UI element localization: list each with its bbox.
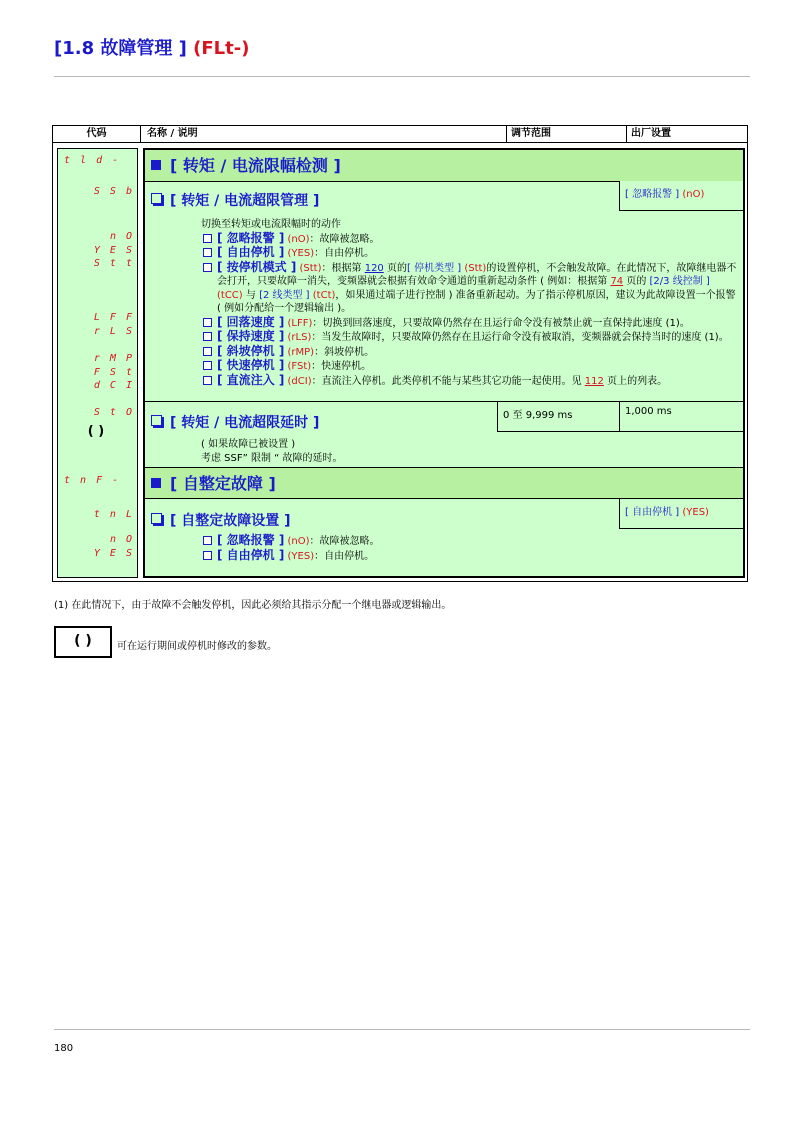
option-dci — [201, 374, 737, 389]
option-tag: (nO) — [287, 536, 310, 547]
option-name: [ 直流注入 ] — [217, 372, 285, 387]
option-tag: (nO) — [287, 233, 310, 245]
option-code-lff: L F F — [93, 312, 134, 323]
option-name: [ 自由停机 ] — [217, 245, 285, 259]
option-checkbox-icon — [203, 536, 212, 545]
checkbox-icon — [151, 513, 162, 524]
option-text: ：根据第 — [321, 262, 365, 274]
option-code-yes: Y E S — [93, 245, 134, 256]
option-name: [ 自由停机 ] — [217, 547, 285, 562]
menu-title-text: [ 转矩 / 电流限幅检测 ] — [170, 156, 341, 175]
default-ssb-code: (nO) — [682, 189, 705, 200]
option-name: [ 忽略报警 ] — [217, 533, 285, 547]
default-ssb — [619, 181, 743, 211]
tnl-description — [201, 534, 737, 563]
option-code-rls: r L S — [93, 326, 134, 337]
option-text: 页上的列表。 — [603, 375, 668, 387]
option-checkbox-icon — [203, 263, 212, 272]
page-link-120[interactable]: 120 — [364, 262, 384, 274]
range-sto: 0 至 9,999 ms — [497, 402, 619, 432]
page-link-112[interactable]: 112 — [584, 375, 604, 387]
option-text: ，如果通过端子进行控制 ) 准备重新起动。为了指示停机原因，建议为此故障设置一个报警 ( 例如分配给一个逻辑输出 )。 — [217, 289, 736, 314]
menu-title-torque-limit — [145, 150, 743, 182]
option-tag: (LFF) — [287, 317, 313, 329]
option-name: [ 按停机模式 ] — [217, 259, 297, 274]
square-bullet-icon — [151, 478, 161, 488]
bottom-divider — [54, 1029, 750, 1030]
option-tag: (rMP) — [287, 346, 315, 358]
option-code-rmp: r M P — [93, 353, 134, 364]
legend-text: 可在运行期间或停机时修改的参数。 — [117, 641, 277, 652]
option-tag: (YES) — [287, 550, 315, 562]
option-text: 页的 — [383, 262, 407, 274]
page-title — [54, 34, 249, 60]
param-title-tnl — [151, 510, 291, 530]
option-checkbox-icon — [203, 376, 212, 385]
option-code-no: n O — [109, 231, 134, 242]
option-checkbox-icon — [203, 332, 212, 341]
header-range: 调节范围 — [507, 126, 627, 142]
menu-title-text: [ 自整定故障 ] — [170, 474, 276, 493]
option-rls — [201, 330, 737, 345]
square-bullet-icon — [151, 160, 161, 170]
option-text: 与 — [242, 289, 260, 301]
option-name: [ 回落速度 ] — [217, 314, 285, 329]
option-checkbox-icon — [203, 361, 212, 370]
param-title-sto-text: [ 转矩 / 电流超限延时 ] — [170, 415, 320, 431]
menu-title-autotune-fault — [145, 467, 743, 499]
option-text: ：快速停机。 — [311, 361, 372, 372]
param-title-tnl-text: [ 自整定故障设置 ] — [170, 513, 291, 529]
option-code-tnl-yes: Y E S — [93, 548, 134, 559]
option-tag: (Stt) — [299, 262, 322, 274]
option-text: ：故障被忽略。 — [309, 536, 380, 547]
parameter-table — [52, 125, 748, 582]
option-text: ：自由停机。 — [314, 550, 375, 562]
sto-line1: ( 如果故障已被设置 ) — [201, 439, 296, 450]
option-tag: (dCI) — [287, 375, 312, 387]
option-fst — [201, 359, 737, 374]
option-checkbox-icon — [203, 248, 212, 257]
default-tnl — [619, 499, 743, 529]
option-checkbox-icon — [203, 551, 212, 560]
option-text: ：斜坡停机。 — [314, 346, 375, 358]
option-yes — [201, 246, 737, 261]
option-code-dci: d C I — [93, 380, 134, 391]
option-name: [ 斜坡停机 ] — [217, 343, 285, 358]
param-code-tnl: t n L — [93, 509, 134, 520]
default-ssb-name: [ 忽略报警 ] — [625, 189, 680, 200]
option-tag: (tCt) — [312, 289, 336, 301]
legend-cycle-arrows-icon: ( ) — [54, 626, 112, 658]
param-title-ssb-text: [ 转矩 / 电流超限管理 ] — [170, 193, 320, 209]
option-checkbox-icon — [203, 347, 212, 356]
page-link-74[interactable]: 74 — [610, 276, 624, 287]
checkbox-icon — [151, 193, 162, 204]
option-text: 的设置停机，不会触发故障。在此情况下，故障继电器不会打开，只要故障一消失，变频器就会根据有效命令通道的重新起动条件 ( 例如：根据第 — [217, 262, 737, 287]
header-default: 出厂设置 — [631, 128, 671, 139]
ssb-intro: 切换至转矩或电流限幅时的动作 — [201, 219, 341, 230]
option-tnl-no — [201, 534, 737, 549]
default-sto: 1,000 ms — [619, 402, 743, 432]
link-wire-type: [2 线类型 ] — [259, 289, 310, 301]
option-tag: (FSt) — [287, 361, 312, 372]
option-name: [ 忽略报警 ] — [217, 230, 285, 245]
option-tag: (Stt) — [464, 262, 487, 274]
option-text: ：故障被忽略。 — [309, 233, 380, 245]
option-code-stt: S t t — [93, 258, 134, 269]
option-no — [201, 232, 737, 247]
default-tnl-name: [ 自由停机 ] — [625, 507, 680, 518]
option-rmp — [201, 345, 737, 360]
option-tag: (rLS) — [287, 332, 312, 343]
option-tag: (tCC) — [217, 289, 243, 301]
param-code-sto: S t O — [93, 407, 134, 418]
option-name: [ 保持速度 ] — [217, 329, 285, 343]
option-code-fst: F S t — [93, 367, 134, 378]
option-tag: (YES) — [287, 248, 315, 259]
sto-line2: 考虑 SSF” 限制 “ 故障的延时。 — [201, 452, 343, 464]
option-text: ：切换到回落速度，只要故障仍然存在且运行命令没有被禁止就一直保持此速度 (1)。 — [312, 317, 690, 329]
param-title-sto — [151, 412, 319, 432]
checkbox-icon — [151, 415, 162, 426]
option-tnl-yes — [201, 549, 737, 564]
table-header — [53, 126, 747, 143]
option-checkbox-icon — [203, 234, 212, 243]
option-text: ：自由停机。 — [314, 248, 375, 259]
option-stt — [201, 261, 737, 316]
option-code-tnl-no: n O — [109, 534, 134, 545]
description-column — [143, 148, 745, 578]
page-title-main: [1.8 故障管理 ] — [54, 38, 187, 59]
option-checkbox-icon — [203, 318, 212, 327]
option-lff — [201, 316, 737, 331]
link-stop-type: [ 停机类型 ] — [406, 262, 462, 274]
header-name: 名称 / 说明 — [141, 126, 507, 142]
top-divider — [54, 76, 750, 77]
link-wire-control: [2/3 线控制 ] — [649, 276, 710, 287]
header-code: 代码 — [53, 126, 141, 142]
option-text: ：直流注入停机。此类停机不能与某些其它功能一起使用。见 — [311, 375, 585, 387]
param-code-ssb: S S b — [93, 186, 134, 197]
default-tnl-code: (YES) — [682, 507, 709, 518]
code-column — [57, 148, 138, 578]
option-text: 页的 — [623, 276, 650, 287]
param-title-ssb — [151, 190, 319, 210]
page-title-code: (FLt-) — [193, 38, 250, 59]
cycle-arrows-icon: ( ) — [87, 424, 105, 439]
ssb-description — [201, 218, 737, 388]
page-number: 180 — [54, 1043, 74, 1054]
option-name: [ 快速停机 ] — [217, 358, 285, 372]
menu-code-tnf: t n F - — [64, 475, 121, 486]
menu-code-tld: t l d - — [64, 155, 121, 166]
sto-description — [201, 438, 737, 465]
option-text: ：当发生故障时，只要故障仍然存在且运行命令没有被取消，变频器就会保持当时的速度 (1)。 — [311, 332, 729, 343]
footnote: (1) 在此情况下，由于故障不会触发停机，因此必须给其指示分配一个继电器或逻辑输出。 — [54, 600, 452, 611]
